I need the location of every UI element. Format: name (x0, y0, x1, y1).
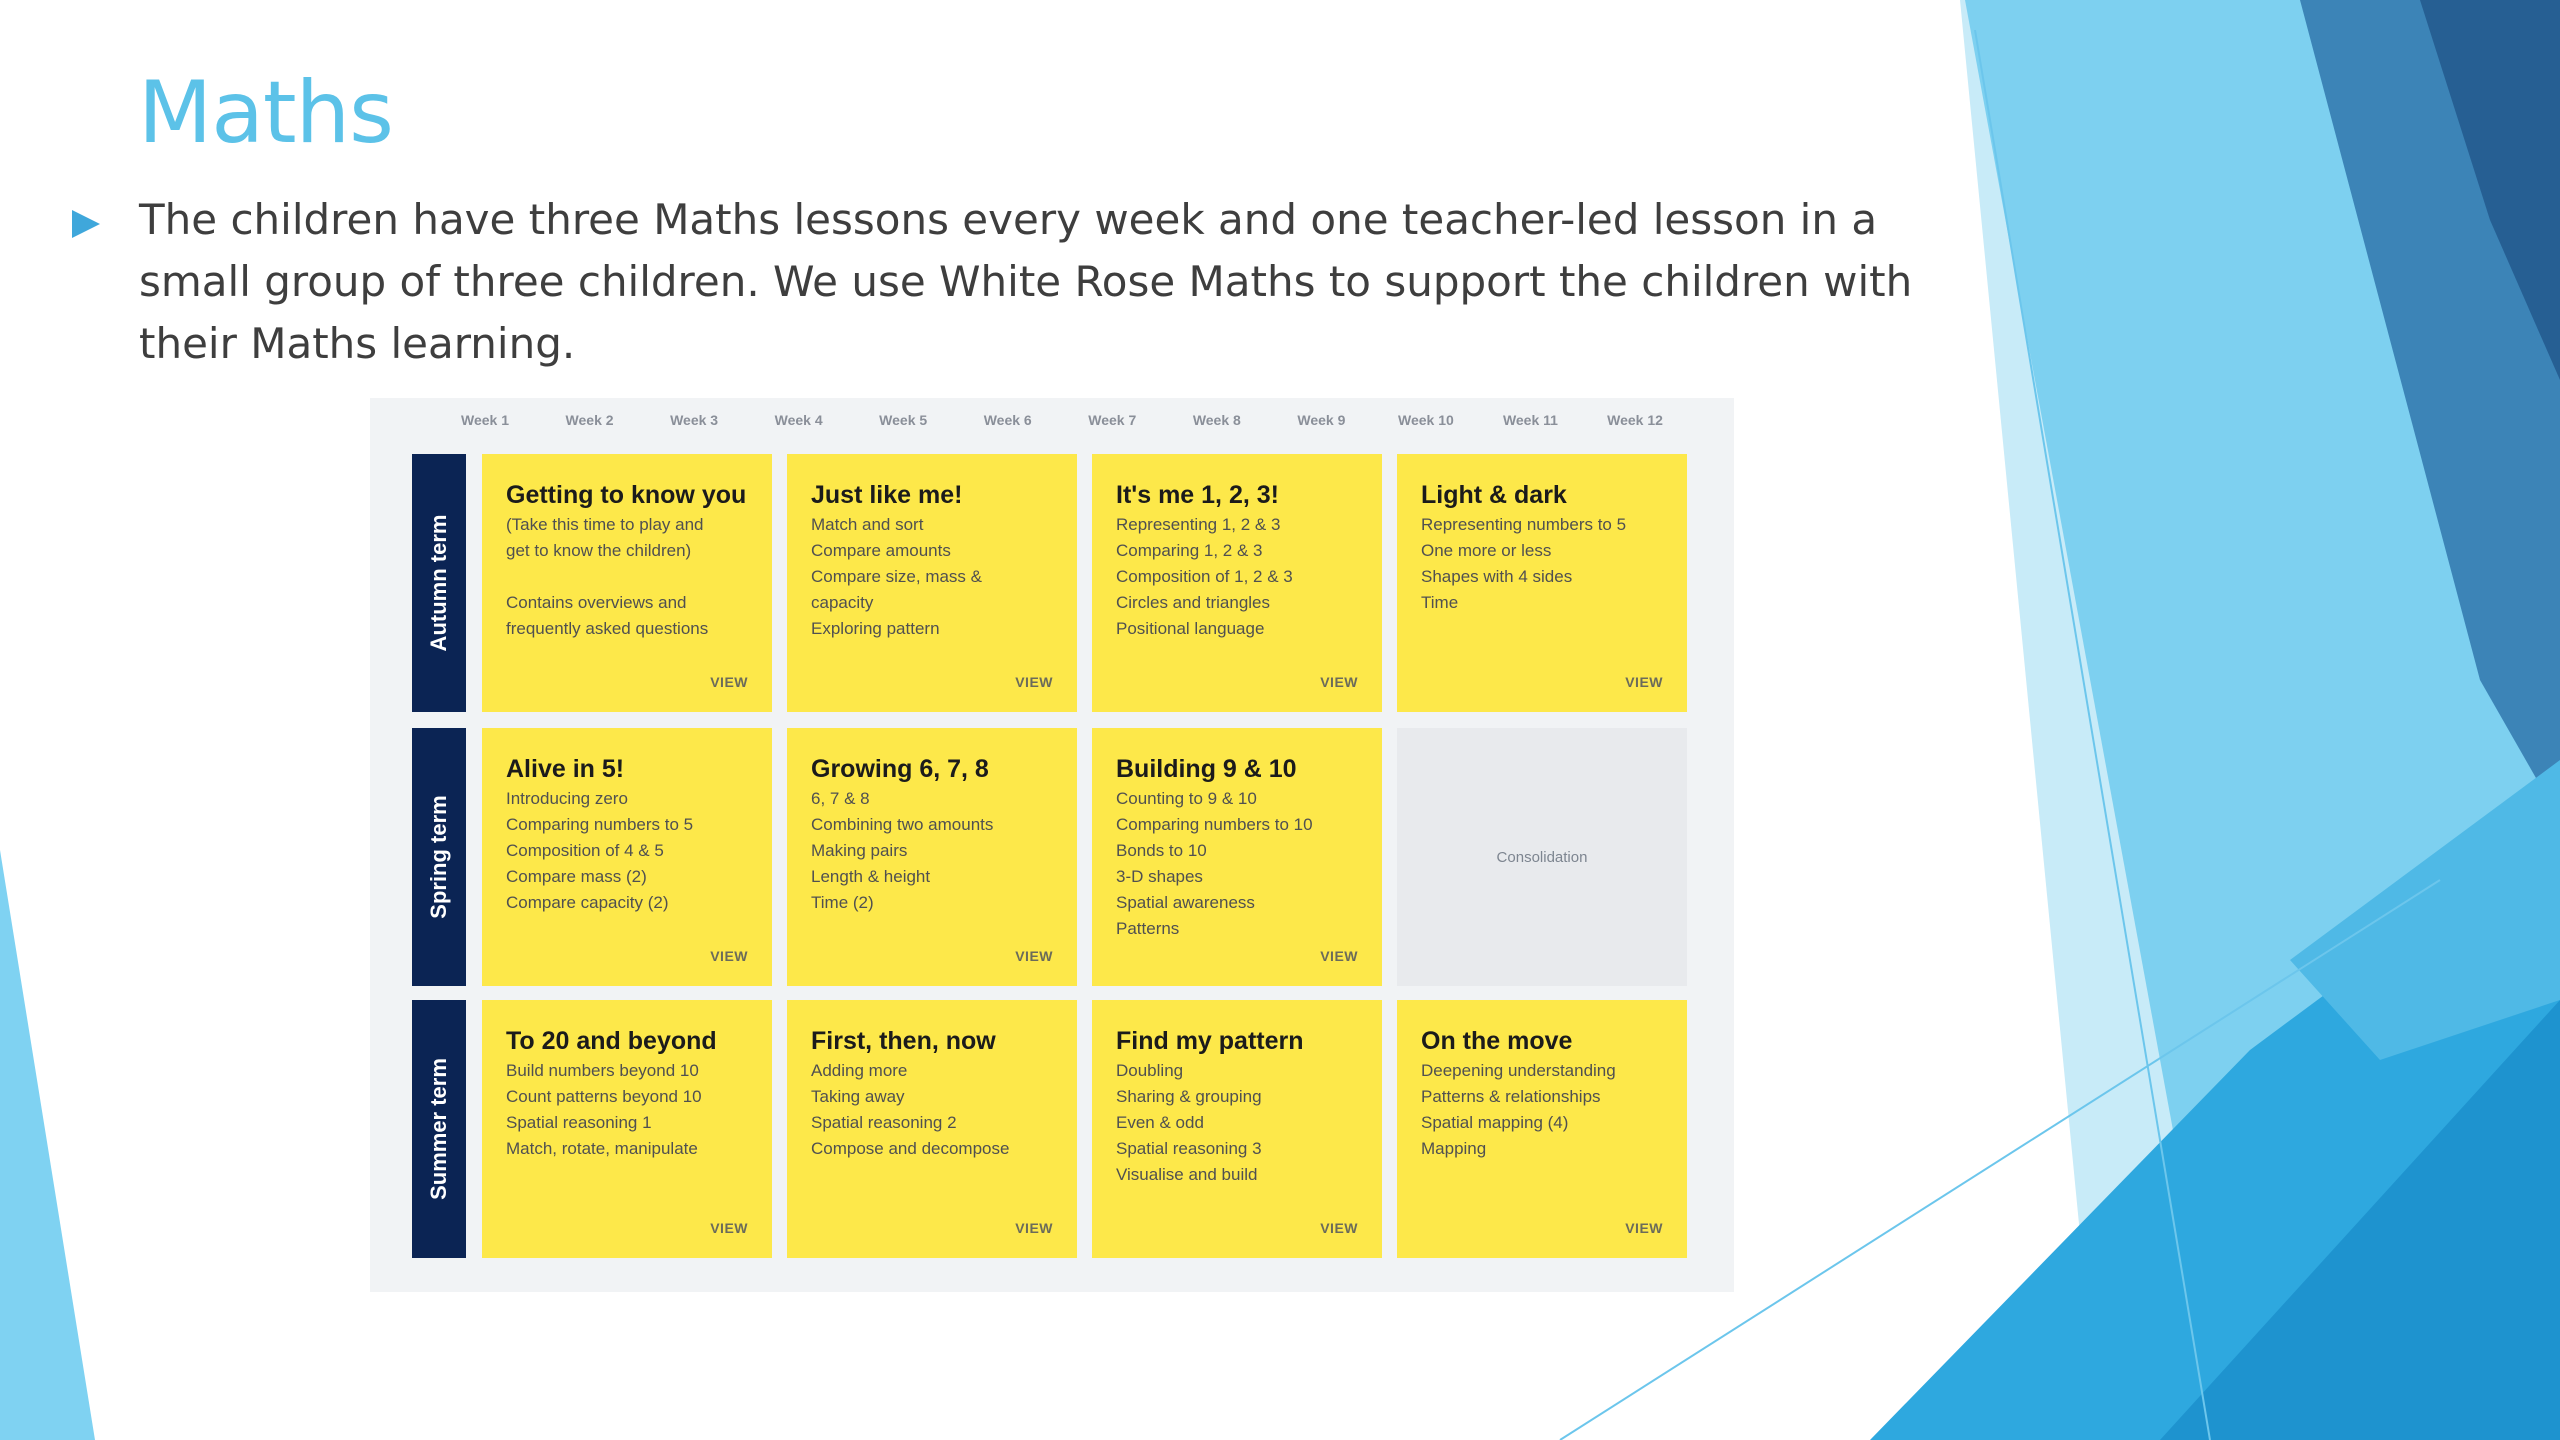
unit-topic: Sharing & grouping (1116, 1087, 1262, 1106)
unit-title: Light & dark (1421, 481, 1567, 509)
unit-topic: Compare amounts (811, 541, 951, 560)
unit-topic: Adding more (811, 1061, 908, 1080)
unit-topic: Match, rotate, manipulate (506, 1139, 698, 1158)
term-label-text: Summer term (426, 1058, 451, 1200)
unit-title: Growing 6, 7, 8 (811, 755, 989, 783)
week-label: Week 5 (879, 412, 928, 428)
unit-topic: Even & odd (1116, 1113, 1204, 1132)
week-label: Week 7 (1088, 412, 1137, 428)
unit-topic: Representing 1, 2 & 3 (1116, 515, 1281, 534)
unit-topic: Shapes with 4 sides (1421, 567, 1573, 586)
unit-topic: capacity (811, 593, 874, 612)
unit-topic: Bonds to 10 (1116, 841, 1207, 860)
term-label-spring (412, 728, 466, 986)
unit-topic: Match and sort (811, 515, 924, 534)
unit-topic: frequently asked questions (506, 619, 709, 638)
view-link: VIEW (1625, 674, 1663, 690)
week-label: Week 11 (1502, 412, 1558, 428)
unit-topic: Length & height (811, 867, 931, 886)
unit-topic: Time (2) (811, 893, 874, 912)
unit-title: It's me 1, 2, 3! (1116, 481, 1279, 509)
unit-topic: Doubling (1116, 1061, 1184, 1080)
unit-card (787, 454, 1077, 712)
unit-topic: Contains overviews and (506, 593, 687, 612)
unit-title: Getting to know you (506, 481, 747, 509)
unit-topic: 3-D shapes (1116, 867, 1203, 886)
slide-title: Maths (138, 63, 393, 163)
week-label: Week 1 (461, 412, 509, 428)
unit-topic: Spatial mapping (4) (1421, 1113, 1569, 1132)
unit-topic: Spatial reasoning 1 (506, 1113, 652, 1132)
unit-topic: Mapping (1421, 1139, 1487, 1158)
week-label: Week 9 (1297, 412, 1346, 428)
unit-topic: get to know the children) (506, 541, 692, 560)
unit-title: First, then, now (811, 1027, 996, 1055)
term-label-summer (412, 1000, 466, 1258)
unit-topic: Compare size, mass & (811, 567, 982, 586)
view-link: VIEW (1320, 1220, 1358, 1236)
unit-topic: Compare mass (2) (506, 867, 647, 886)
unit-topic: (Take this time to play and (506, 515, 704, 534)
unit-topic: Comparing numbers to 10 (1116, 815, 1313, 834)
unit-topic: Count patterns beyond 10 (506, 1087, 702, 1106)
consolidation-label: Consolidation (1496, 848, 1588, 866)
long-term-plan-image (370, 398, 1734, 1292)
view-link: VIEW (1015, 948, 1053, 964)
view-link: VIEW (1625, 1220, 1663, 1236)
unit-card (1397, 1000, 1687, 1258)
unit-title: Building 9 & 10 (1116, 755, 1297, 783)
unit-topic: Introducing zero (506, 789, 628, 808)
term-label-text: Autumn term (426, 514, 451, 652)
week-label: Week 4 (774, 412, 823, 428)
unit-card (1092, 728, 1382, 986)
unit-topic: Positional language (1116, 619, 1265, 638)
unit-topic: Comparing numbers to 5 (506, 815, 694, 834)
unit-title: Alive in 5! (506, 755, 625, 783)
unit-topic: Compose and decompose (811, 1139, 1010, 1158)
week-label: Week 8 (1192, 412, 1241, 428)
unit-card (1397, 454, 1687, 712)
week-header-row (370, 412, 1734, 432)
unit-card (482, 728, 772, 986)
unit-topic: Combining two amounts (811, 815, 994, 834)
unit-topic: Visualise and build (1116, 1165, 1258, 1184)
unit-topic: Patterns (1116, 919, 1180, 938)
unit-topic: Taking away (811, 1087, 905, 1106)
unit-topic: One more or less (1421, 541, 1552, 560)
unit-title: On the move (1421, 1027, 1573, 1055)
term-label-text: Spring term (426, 795, 451, 919)
view-link: VIEW (1320, 674, 1358, 690)
unit-topic: Exploring pattern (811, 619, 940, 638)
bullet-text: The children have three Maths lessons every week and one teacher-led lesson in a small group of three children. We use White Rose Maths to support the children with their Maths learning. (139, 195, 1913, 368)
unit-topic: Compare capacity (2) (506, 893, 669, 912)
unit-card (482, 454, 772, 712)
consolidation-block (1397, 728, 1687, 986)
unit-topic: Comparing 1, 2 & 3 (1116, 541, 1263, 560)
unit-topic: Spatial reasoning 2 (811, 1113, 957, 1132)
unit-topic: Counting to 9 & 10 (1116, 789, 1257, 808)
unit-card (787, 1000, 1077, 1258)
unit-topic: Circles and triangles (1116, 593, 1271, 612)
view-link: VIEW (710, 948, 748, 964)
unit-topic: Representing numbers to 5 (1421, 515, 1627, 534)
unit-topic: Build numbers beyond 10 (506, 1061, 699, 1080)
unit-topic (506, 564, 752, 590)
unit-topic: Patterns & relationships (1421, 1087, 1601, 1106)
unit-card (482, 1000, 772, 1258)
week-label: Week 6 (983, 412, 1032, 428)
unit-card (1092, 1000, 1382, 1258)
unit-title: Just like me! (811, 481, 963, 509)
week-label: Week 2 (565, 412, 614, 428)
week-label: Week 10 (1398, 412, 1454, 428)
view-link: VIEW (710, 1220, 748, 1236)
unit-topic: Deepening understanding (1421, 1061, 1616, 1080)
bg-shape-left-sliver (0, 850, 95, 1440)
unit-topic: Spatial awareness (1116, 893, 1255, 912)
week-label: Week 12 (1607, 412, 1663, 428)
view-link: VIEW (1015, 1220, 1053, 1236)
unit-topic: Spatial reasoning 3 (1116, 1139, 1262, 1158)
unit-card (1092, 454, 1382, 712)
unit-title: Find my pattern (1116, 1027, 1304, 1055)
view-link: VIEW (1015, 674, 1053, 690)
unit-topic: Making pairs (811, 841, 908, 860)
unit-card (787, 728, 1077, 986)
term-label-autumn (412, 454, 466, 712)
unit-title: To 20 and beyond (506, 1027, 717, 1055)
unit-topic: Composition of 1, 2 & 3 (1116, 567, 1293, 586)
week-label: Week 3 (670, 412, 719, 428)
bullet-triangle-icon (70, 208, 102, 240)
unit-topic: 6, 7 & 8 (811, 789, 870, 808)
view-link: VIEW (710, 674, 748, 690)
unit-topic: Composition of 4 & 5 (506, 841, 664, 860)
unit-topic: Time (1421, 593, 1459, 612)
view-link: VIEW (1320, 948, 1358, 964)
